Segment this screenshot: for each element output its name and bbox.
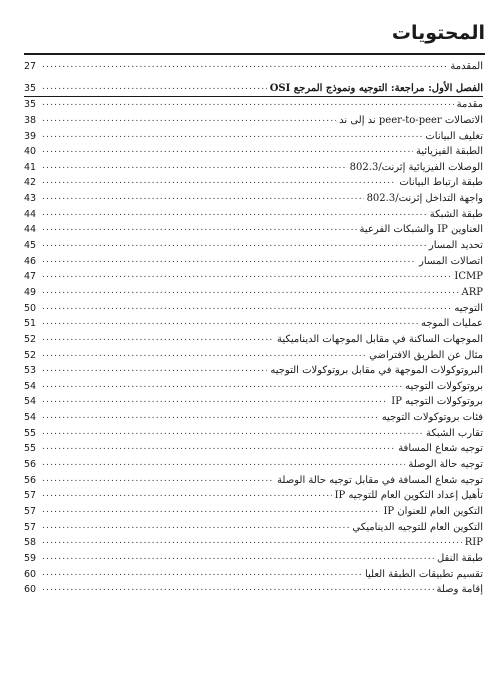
toc-entry-chapter-1[interactable] (24, 81, 483, 98)
toc-entry[interactable] (24, 129, 483, 145)
leader-dots (42, 269, 483, 285)
entry-label: ICMP (451, 269, 483, 285)
entry-label: الوصلات الفيزيائية إثرنت/802.3 (347, 160, 483, 176)
page-number: 27 (24, 61, 37, 72)
entry-label: واجهة التداخل إثرنت/802.3 (364, 191, 483, 207)
leader-dots (42, 551, 483, 567)
page-number: 45 (24, 240, 37, 252)
entry-label: ARP (459, 285, 483, 301)
toc-entry[interactable] (24, 504, 483, 520)
page-number: 35 (24, 82, 37, 94)
entry-label: تقسيم تطبيقات الطبقة العليا (362, 567, 483, 583)
page-number: 44 (24, 224, 37, 236)
entry-label: RIP (462, 535, 483, 551)
entry-label: التكوين العام للتوجيه الديناميكي (349, 520, 483, 536)
page-number: 38 (24, 114, 37, 126)
page-number: 50 (24, 302, 37, 314)
toc-entry[interactable] (24, 394, 483, 410)
toc-entry[interactable] (24, 113, 483, 129)
page-number: 54 (24, 396, 37, 408)
toc-entry[interactable] (24, 473, 483, 489)
page-number: 39 (24, 130, 37, 142)
page-number: 43 (24, 193, 37, 205)
page-number: 56 (24, 474, 37, 486)
page-number: 42 (24, 177, 37, 189)
page-number: 54 (24, 380, 37, 392)
toc-entry[interactable] (24, 582, 483, 598)
page-number: 53 (24, 365, 37, 377)
entry-label: طبقة النقل (434, 551, 483, 567)
page-number: 40 (24, 146, 37, 158)
page-number: 55 (24, 443, 37, 455)
entry-label: بروتوكولات التوجيه (402, 379, 483, 395)
page-number: 49 (24, 286, 37, 298)
entry-label: بروتوكولات التوجيه IP (388, 394, 483, 410)
page-number: 57 (24, 521, 37, 533)
toc-entry[interactable] (24, 332, 483, 348)
toc-entry[interactable] (24, 269, 483, 285)
toc-entry-introduction[interactable] (24, 59, 483, 75)
entry-label: الطبقة الفيزيائية (413, 144, 483, 160)
entry-label: التكوين العام للعنوان IP (380, 504, 483, 520)
page-number: 55 (24, 427, 37, 439)
toc-entry[interactable] (24, 441, 483, 457)
page-number: 56 (24, 459, 37, 471)
page-number: 57 (24, 490, 37, 502)
toc-entry[interactable] (24, 535, 483, 551)
entry-label: تقارب الشبكة (423, 426, 483, 442)
leader-dots (42, 97, 483, 113)
page-number: 59 (24, 552, 37, 564)
page-number: 44 (24, 208, 37, 220)
leader-dots (42, 238, 483, 254)
page-number: 46 (24, 255, 37, 267)
entry-label: المقدمة (447, 59, 483, 75)
entry-label: إقامة وصلة (434, 582, 484, 598)
entry-label: مقدمة (454, 97, 483, 113)
toc-entry[interactable] (24, 144, 483, 160)
page-number: 54 (24, 412, 37, 424)
page-number: 52 (24, 349, 37, 361)
toc-entry[interactable] (24, 175, 483, 191)
entry-label: توجيه شعاع المسافة في مقابل توجيه حالة الوصلة (274, 473, 483, 489)
entry-label: العناوين IP والشبكات الفرعية (357, 222, 484, 238)
entry-label: عمليات الموجه (418, 316, 483, 332)
toc-entry[interactable] (24, 222, 483, 238)
page-title: المحتويات (391, 22, 485, 44)
toc-entry[interactable] (24, 254, 483, 270)
entry-label: تغليف البيانات (422, 129, 483, 145)
entry-label: توجيه شعاع المسافة (395, 441, 483, 457)
toc-entry[interactable] (24, 379, 483, 395)
toc-entry[interactable] (24, 301, 483, 317)
entry-label: الاتصالات peer-to-peer ند إلى ند (336, 113, 483, 129)
toc-entry[interactable] (24, 160, 483, 176)
page-number: 60 (24, 568, 37, 580)
entry-label: تأهيل إعداد التكوين العام للتوجيه IP (332, 488, 483, 504)
page-number: 57 (24, 505, 37, 517)
leader-dots (42, 285, 483, 301)
title-underline (24, 53, 485, 55)
entry-label: الموجهات الساكنة في مقابل الموجهات الديناميكية (274, 332, 483, 348)
leader-dots (42, 129, 483, 145)
toc-entry[interactable] (24, 363, 483, 379)
leader-dots (42, 59, 483, 75)
leader-dots (42, 582, 483, 598)
entry-label: اتصالات المسار (416, 254, 483, 270)
leader-dots (42, 301, 483, 317)
page-number: 52 (24, 333, 37, 345)
page-number: 58 (24, 537, 37, 549)
toc-entry[interactable] (24, 348, 483, 364)
leader-dots (42, 316, 483, 332)
leader-dots (42, 207, 483, 223)
toc-entry[interactable] (24, 426, 483, 442)
toc-entry[interactable] (24, 191, 483, 207)
entry-label: فئات بروتوكولات التوجيه (379, 410, 483, 426)
page-number: 51 (24, 318, 37, 330)
entry-label: البروتوكولات الموجهة في مقابل بروتوكولات التوجيه (267, 363, 483, 379)
toc-entry[interactable] (24, 285, 483, 301)
leader-dots (42, 535, 483, 551)
toc-entry[interactable] (24, 97, 483, 113)
toc-entry[interactable] (24, 457, 483, 473)
toc-entry[interactable] (24, 410, 483, 426)
toc-entry[interactable] (24, 567, 483, 583)
page-number: 47 (24, 271, 37, 283)
toc-entry[interactable] (24, 316, 483, 332)
entry-label: طبقة الشبكة (427, 207, 483, 223)
toc-entry[interactable] (24, 207, 483, 223)
entry-label: مثال عن الطريق الافتراضي (366, 348, 483, 364)
toc-entry[interactable] (24, 551, 483, 567)
page-number: 35 (24, 99, 37, 111)
entry-label: الفصل الأول: مراجعة: التوجيه ونموذج المرجع OSI (267, 81, 483, 97)
toc-entry[interactable] (24, 238, 483, 254)
entry-label: تحديد المسار (426, 238, 483, 254)
page-number: 60 (24, 584, 37, 596)
leader-dots (42, 426, 483, 442)
toc-entry[interactable] (24, 488, 483, 504)
toc-entry[interactable] (24, 520, 483, 536)
table-of-contents (24, 59, 483, 598)
entry-label: توجيه حالة الوصلة (405, 457, 483, 473)
entry-label: طبقة ارتباط البيانات (396, 175, 483, 191)
page-number: 41 (24, 161, 37, 173)
entry-label: التوجيه (451, 301, 483, 317)
